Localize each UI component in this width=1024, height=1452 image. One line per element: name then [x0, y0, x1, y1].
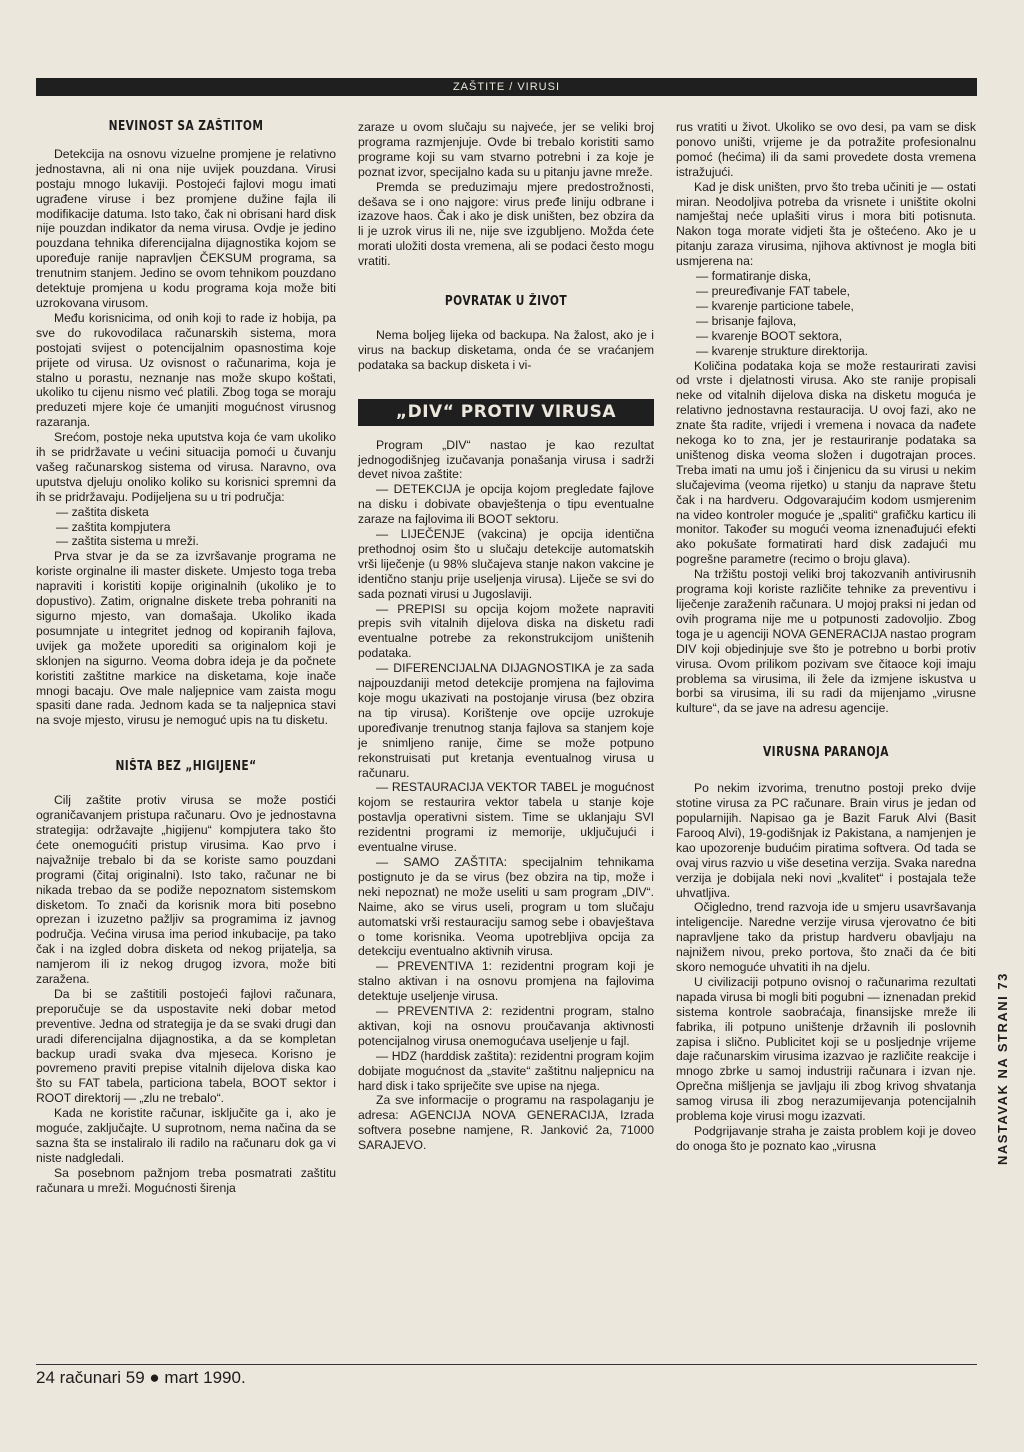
protection-areas-list	[36, 505, 336, 550]
paragraph: — DIFERENCIJALNA DIJAGNOSTIKA je za sada najpouzdaniji metod detekcije promjena na fajlovima koje mogu ukazivati na postojanje virusa (bez obzira na tip virusa). Korištenje ove opcije uzrokuje upoređivanje trenutnog stanja fajlova sa stanjem koje je snimljeno ranije, čime se može potpuno rekonstruisati put kretanja eventualnog virusa u računaru.	[358, 661, 654, 780]
list-item: — formatiranje diska,	[696, 269, 976, 284]
paragraph: Na tržištu postoji veliki broj takozvanih antivirusnih programa koji koriste različite tehnike za preventivu i liječenje zaraženih računara. U mojoj praksi ni jedan od ovih programa nije me u potpunosti zadovoljio. Zbog toga je u agenciji NOVA GENERACIJA nastao program DIV koji objedinjuje sve što je potrebno u borbi protiv virusa. Ovom prilikom pozivam sve čitaoce koji imaju problema sa virusima, ili žele da izmjene iskustva u borbi sa virusima, ili su radi da mijenjamo „virusne kulture“, da se jave na adresu agencije.	[676, 567, 976, 716]
paragraph: Da bi se zaštitili postojeći fajlovi računara, preporučuje se da uspostavite neki dobar metod preventive. Jedna od strategija je da se svaki drugi dan uradi diferencijalna dijagnostika, a da se kompletan backup uradi svaka dva mjeseca. Korisno je povremeno praviti prepise vitalnih dijelova diska kao što su FAT tabela, particiona tabela, BOOT sektor i ROOT direktorij — „zlu ne trebalo“.	[36, 986, 336, 1106]
box-title-div-protiv-virusa: „DIV“ PROTIV VIRUSA	[358, 399, 654, 426]
paragraph: Podgrijavanje straha je zaista problem koji je doveo do onoga što je poznato kao „virusna	[676, 1124, 976, 1153]
paragraph: Sa posebnom pažnjom treba posmatrati zaštitu računara u mreži. Mogućnosti širenja	[36, 1165, 336, 1195]
subheading-paranoja: VIRUSNA PARANOJA	[763, 745, 889, 761]
list-item: — zaštita disketa	[56, 505, 336, 520]
paragraph: — DETEKCIJA je opcija kojom pregledate fajlove na disku i dobivate obavještenja o tipu eventualne zaraze na fajlovima ili BOOT sektoru.	[358, 482, 654, 527]
paragraph: U civilizaciji potpuno ovisnoj o računarima rezultati napada virusa bi mogli biti pogubni — iznenadan prekid sistema kontrole saobraćaja, finansijske mreže ili fabrika, ili potpuno uništenje državnih ili poslovnih zapisa i slično. Publicitet koji se u posljednje vrijeme daje računarskim virusima izazvao je različite reakcije i mnogo zbrke u samoj industriji računara i izvan nje. Oprečna mišljenja se javljaju ili zbog krivog shvatanja samog virusa ili zbog nerazumijevanja potencijalnih problema koje virusi mogu izazvati.	[676, 974, 976, 1124]
column-3	[676, 120, 976, 1154]
paragraph: Detekcija na osnovu vizuelne promjene je relativno jednostavna, ali ni ona nije uvijek pouzdana. Virusi postaju mnogo lukaviji. Postojeći fajlovi mogu imati ugrađene viruse i bez promjene dužine fajla ili modifikacije datuma. Isto tako, čak ni obrisani hard disk nije pouzdan indikator da nema virusa. Ovdje je jedino pouzdana tehnika diferencijalna dijagnostika kojom se upoređuje ranije napravljen ČEKSUM programa, sa trenutnim stanjem. Jedino se ovom tehnikom pouzdano detektuje promjena u kodu programa koja može biti uzrokovana virusom.	[36, 146, 336, 310]
paragraph: — RESTAURACIJA VEKTOR TABEL je mogućnost kojom se restaurira vektor tabela u stanje koje postavlja operativni sistem. Time se uklanjaju SVI rezidentni programi iz memorije, uključujući i eventualne viruse.	[358, 780, 654, 855]
paragraph: Premda se preduzimaju mjere predostrožnosti, dešava se i ono najgore: virus pređe liniju odbrane i izazove haos. Čak i ako je disk uništen, bez obzira da li je uzrok virus ili ne, nije sve izgubljeno. Možda ćete morati uložiti dosta vremena, ali se podaci često mogu vratiti.	[358, 179, 654, 269]
list-item: — zaštita kompjutera	[56, 520, 336, 535]
paragraph: — PREVENTIVA 1: rezidentni program koji je stalno aktivan i na osnovu promjena na fajlovima detektuje useljenje virusa.	[358, 959, 654, 1004]
paragraph: Prva stvar je da se za izvršavanje programa ne koriste orginalne ili master diskete. Umjesto toga treba napraviti i koristiti kopije originalnih (ukoliko je to dopustivo). Zatim, orignalne diskete treba pohraniti na sigurno mjesto, van domašaja. Ukoliko ikada posumnjate u integritet jednog od kopiranih fajlova, uvijek ga možete uporediti sa originalom koji je sklonjen na sigurno. Veoma dobra ideja je da počnete koristiti zaštitne markice na disketama, koje inače mnogi bacaju. Ove male naljepnice vam zaista mogu spasiti dane rada. Jednom kada se ta naljepnica stavi na svoje mjesto, virusu je nemoguć upis na tu disketu.	[36, 549, 336, 728]
section-header-band: ZAŠTITE / VIRUSI	[36, 78, 977, 96]
paragraph: — PREPISI su opcija kojom možete napraviti prepis svih vitalnih dijelova diska na disketu radi eventualne potrebe za rekonstrukcijom uništenih podataka.	[358, 601, 654, 661]
subheading-povratak: POVRATAK U ŽIVOT	[444, 294, 568, 310]
paragraph: Po nekim izvorima, trenutno postoji preko dvije stotine virusa za PC računare. Brain virus je jedan od popularnijih. Napisao ga je Bazit Faruk Alvi (Basit Farooq Alvi), 19-godišnjak iz Pakistana, a namjenjen je kao upozorenje budućim piratima softvera. Od tada se ovaj virus razvio u više desetina verzija. Svaka naredna verzija je dobijala neki novi „kvalitet“ i postajala teže uhvatljiva.	[676, 781, 976, 900]
paragraph: Cilj zaštite protiv virusa se može postići ograničavanjem pristupa računaru. Ovo je jednostavna strategija: održavajte „higijenu“ kompjutera tako što ćete onemogućiti pristup virusima. Kao prvo i najvažnije trebalo bi da se koriste samo pouzdani programi (čitaj originalni). Isto tako, računar ne bi nikada trebao da se podiže nepoznatom sistemskom disketom. To znači da korisnik mora biti posebno oprezan i izuzetno pažljiv sa programima iz javnog područja. Većina virusa ima period inkubacije, pa tako čak i na izgled dobra disketa od nekog prijatelja, sa namjerom ili iz nekog drugog izvora, može biti zaražena.	[36, 793, 336, 987]
paragraph: rus vratiti u život. Ukoliko se ovo desi, pa vam se disk ponovo uništi, vrijeme je da potražite profesionalnu pomoć (hećima) ili da sami provedete dosta vremena istražujući.	[676, 120, 976, 179]
paragraph: Srećom, postoje neka uputstva koja će vam ukoliko ih se pridržavate u većini situacija pomoći u čuvanju vašeg računarskog sistema od virusa. Naravno, ova uputstva djeluju onoliko koliko su korisnici spremni da ih se pridržavaju. Podijeljena su u tri područja:	[36, 430, 336, 504]
paragraph: — SAMO ZAŠTITA: specijalnim tehnikama postignuto je da se virus (bez obzira na tip, može i neki nepoznat) ne može useliti u sam program „DIV“. Naime, ako se virus useli, program u tom slučaju automatski vrši restauraciju samog sebe i obavještava o tome korisnika. Veoma upotrebljiva opcija za detekciju eventualno aktivnih virusa.	[358, 854, 654, 959]
list-item: — brisanje fajlova,	[696, 314, 976, 329]
paragraph: Kada ne koristite računar, isključite ga i, ako je moguće, zaključajte. U suprotnom, nema načina da se sazna šta se instaliralo ili radilo na računaru dok ga vi niste nadgledali.	[36, 1106, 336, 1165]
continued-note: NASTAVAK NA STRANI 73	[995, 972, 1010, 1165]
subheading-nevinost: NEVINOST SA ZAŠTITOM	[108, 119, 264, 134]
list-item: — zaštita sistema u mreži.	[56, 534, 336, 549]
paragraph: Program „DIV“ nastao je kao rezultat jednogodišnjeg izučavanja ponašanja virusa i sadrži devet nivoa zaštite:	[358, 437, 654, 482]
page-footer: 24 računari 59 ● mart 1990.	[36, 1368, 246, 1387]
paragraph: — PREVENTIVA 2: rezidentni program, stalno aktivan, koji na osnovu proučavanja aktivnosti potencijalnog virusa onemogućava useljenje u fajl.	[358, 1004, 654, 1048]
paragraph: Očigledno, trend razvoja ide u smjeru usavršavanja inteligencije. Naredne verzije virusa vjerovatno će biti napravljene tako da pristup hardveru obavljaju na najnižem nivou, preko portova, što znači da će biti skoro nemoguće uhvatiti ih na djelu.	[676, 900, 976, 975]
paragraph: zaraze u ovom slučaju su najveće, jer se veliki broj programa razmjenjuje. Ovde bi trebalo koristiti samo programe koji su vam stvarno potrebni i za koje je poznat izvor, specijalno kada su u pitanju javne mreže.	[358, 120, 654, 179]
paragraph: Kad je disk uništen, prvo što treba učiniti je — ostati miran. Neodoljiva potreba da vrisnete i uništite okolni namještaj neće uplašiti virus i mora biti potisnuta. Nakon toga morate vidjeti šta je oštećeno. Ako je u pitanju zaraza virusima, njihova aktivnost je mogla biti usmjerena na:	[676, 179, 976, 269]
sidebar-box-div	[358, 438, 654, 1154]
column-1	[36, 120, 336, 1196]
paragraph: Nema boljeg lijeka od backupa. Na žalost, ako je i virus na backup disketama, onda će se vraćanjem podataka sa backup disketa i vi-	[358, 327, 654, 372]
subheading-higijena: NIŠTA BEZ „HIGIJENE“	[115, 759, 257, 775]
list-item: — kvarenje particione tabele,	[696, 299, 976, 314]
damage-list	[676, 269, 976, 358]
footer-rule	[36, 1364, 977, 1365]
paragraph: Količina podataka koja se može restaurirati zavisi od vrste i djelatnosti virusa. Ako ste ranije propisali neke od vitalnih dijelova diska na disketu moguća je relativno jednostavna restauracija. U ovoj fazi, ako ne znate šta radite, vrijedi i vremena i novaca da nađete nekoga ko to zna, jer je restauriranje podataka sa uništenog diska veoma složen i dugotrajan proces. Treba imati na umu još i činjenicu da su virusi u nekim slučajevima (veoma rijetko) u stanju da naprave štetu čak i na hardveru. Odgovarajućim kodom usmjerenim na video kontroler moguće je „spaliti“ grafičku karticu ili monitor. Također su mogući veoma iznenađujući efekti ako pokušate formatirati hard disk zadajući mu pogrešne parametre (recimo o broju glava).	[676, 358, 976, 567]
list-item: — kvarenje strukture direktorija.	[696, 344, 976, 359]
paragraph: Među korisnicima, od onih koji to rade iz hobija, pa sve do rukovodilaca računarskih sistema, mora postojati svijest o potencijalnim opasnostima koje prijete od virusa. Uz ovisnost o računarima, koja je stalno u porastu, neznanje nas može skupo koštati, ukoliko tu cijenu nismo već platili. Zbog toga se moraju preduzeti mjere koje će umanjiti mogućnost virusnog razaranja.	[36, 310, 336, 430]
column-2	[358, 120, 654, 1153]
list-item: — kvarenje BOOT sektora,	[696, 329, 976, 344]
paragraph: — LIJEČENJE (vakcina) je opcija identična prethodnoj osim što u slučaju detekcije automatskih vrši liječenje (u 98% slučajeva stanje nakon vakcine je identično stanju prije useljenja virusa). Liječe se svi do sada poznati virusi u Jugoslaviji.	[358, 527, 654, 601]
list-item: — preuređivanje FAT tabele,	[696, 284, 976, 299]
paragraph: — HDZ (harddisk zaštita): rezidentni program kojim dobijate mogućnost da „stavite“ zaštitnu naljepnicu na hard disk i tako spriječite sve upise na njega.	[358, 1048, 654, 1093]
paragraph: Za sve informacije o programu na raspolaganju je adresa: AGENCIJA NOVA GENERACIJA, Izrada softvera posebne namjene, R. Janković 2a, 71000 SARAJEVO.	[358, 1093, 654, 1153]
